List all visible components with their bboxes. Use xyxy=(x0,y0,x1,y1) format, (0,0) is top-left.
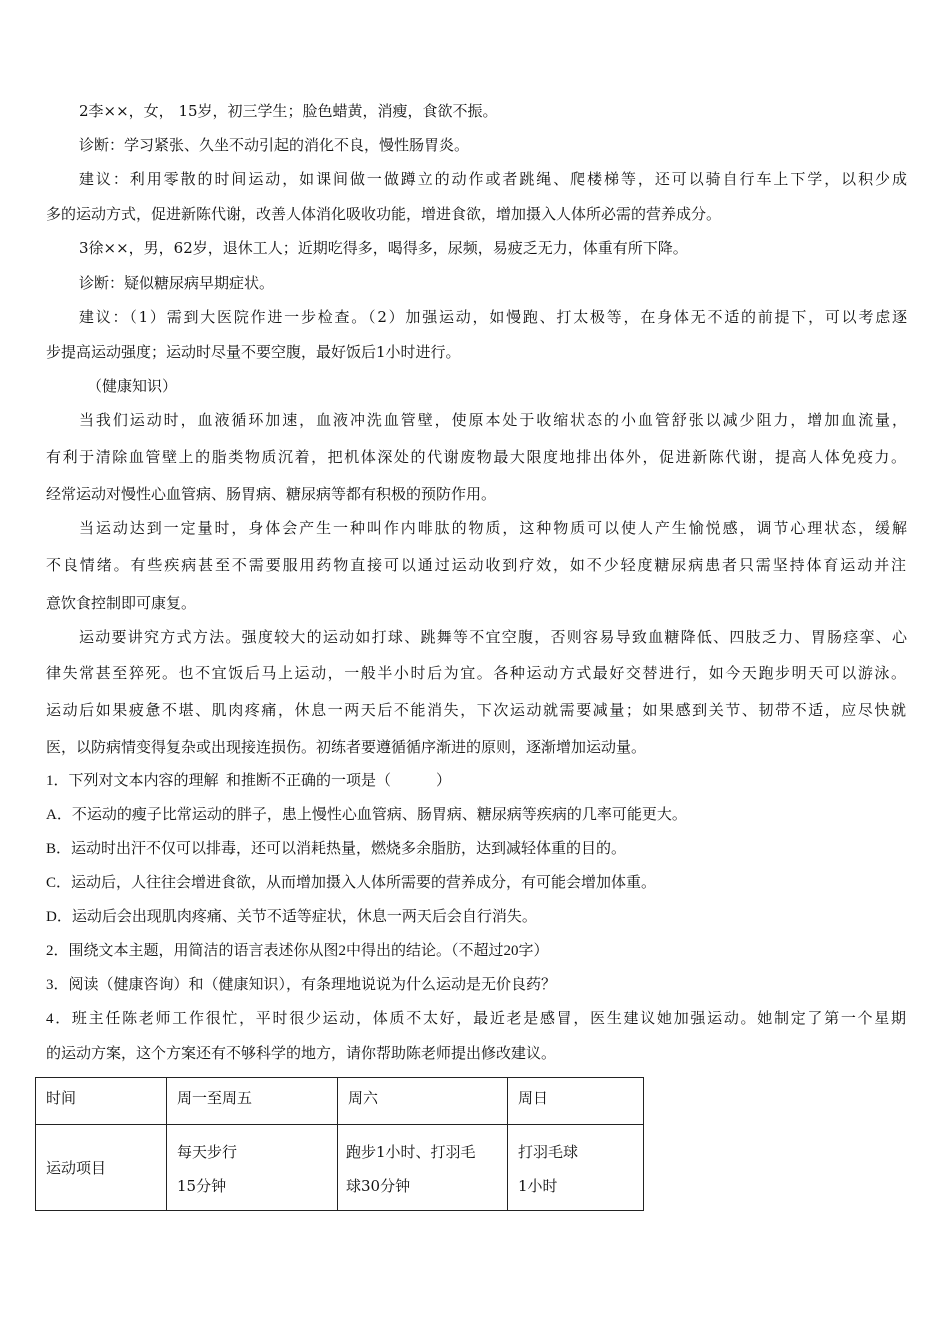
sunday-plan-line2: 1小时 xyxy=(518,1177,558,1195)
knowledge-p3-line1: 运动要讲究方式方法。强度较大的运动如打球、跳舞等不宜空腹，否则容易导致血糖降低、四肢乏力、胃肠痉挛、心 xyxy=(79,628,907,646)
case3-advice-line2: 步提高运动强度；运动时尽量不要空腹，最好饭后1小时进行。 xyxy=(46,343,461,361)
row-label-exercise: 运动项目 xyxy=(46,1159,107,1177)
sunday-plan-line1: 打羽毛球 xyxy=(518,1143,579,1161)
saturday-plan-cell xyxy=(338,1125,508,1211)
question-2: 2．围绕文本主题，用简洁的语言表述你从图2中得出的结论。（不超过20字） xyxy=(46,943,549,959)
question-4-line2: 的运动方案，这个方案还有不够科学的地方，请你帮助陈老师提出修改建议。 xyxy=(46,1046,557,1062)
case3-intro: 3徐××，男，62岁，退休工人；近期吃得多，喝得多，尿频，易疲乏无力，体重有所下降。 xyxy=(79,239,688,257)
knowledge-p2-line3: 意饮食控制即可康复。 xyxy=(46,594,197,612)
header-time: 时间 xyxy=(46,1089,77,1107)
knowledge-p1-line1: 当我们运动时，血液循环加速，血液冲洗血管壁，使原本处于收缩状态的小血管舒张以减少阻力，增加血流量， xyxy=(79,411,907,429)
header-sunday: 周日 xyxy=(518,1089,549,1107)
knowledge-p3-line3: 运动后如果疲惫不堪、肌肉疼痛，休息一两天后不能消失，下次运动就需要减量；如果感到关节、韧带不适，应尽快就 xyxy=(46,701,906,719)
case2-advice-line2: 多的运动方式，促进新陈代谢，改善人体消化吸收功能，增进食欲，增加摄入人体所必需的营养成分。 xyxy=(46,205,722,223)
table-header-cell xyxy=(167,1078,338,1125)
question-1-option-c: C．运动后，人往往会增进食欲，从而增加摄入人体所需要的营养成分，有可能会增加体重。 xyxy=(46,875,657,891)
table-header-cell xyxy=(338,1078,508,1125)
knowledge-p1-line2: 有利于清除血管壁上的脂类物质沉着，把机体深处的代谢废物最大限度地排出体外，促进新陈代谢，提高人体免疫力。 xyxy=(46,448,906,466)
knowledge-p2-line2: 不良情绪。有些疾病甚至不需要服用药物直接可以通过运动收到疗效，如不少轻度糖尿病患者只需坚持体育运动并注 xyxy=(46,556,906,574)
case2-intro: 2李××，女， 15岁，初三学生；脸色蜡黄，消瘦，食欲不振。 xyxy=(79,102,498,120)
question-3: 3．阅读（健康咨询）和（健康知识），有条理地说说为什么运动是无价良药？ xyxy=(46,977,557,993)
question-4-line1: 4．班主任陈老师工作很忙，平时很少运动，体质不太好，最近老是感冒，医生建议她加强运动。她制定了第一个星期 xyxy=(46,1011,906,1027)
saturday-plan-line1: 跑步1小时、打羽毛 xyxy=(346,1143,476,1161)
row-label-cell xyxy=(36,1125,167,1211)
sunday-plan-cell xyxy=(508,1125,644,1211)
question-1-option-d: D．运动后会出现肌肉疼痛、关节不适等症状，休息一两天后会自行消失。 xyxy=(46,909,537,925)
case2-diagnosis: 诊断：学习紧张、久坐不动引起的消化不良，慢性肠胃炎。 xyxy=(79,136,470,154)
case3-advice-line1: 建议：（1）需到大医院作进一步检查。（2）加强运动，如慢跑、打太极等，在身体无不适的前提下，可以考虑逐 xyxy=(79,308,907,326)
table-header-row xyxy=(36,1078,644,1125)
knowledge-p3-line4: 医，以防病情变得复杂或出现接连损伤。初练者要遵循循序渐进的原则，逐渐增加运动量。 xyxy=(46,738,647,756)
header-weekdays: 周一至周五 xyxy=(177,1089,253,1107)
table-row xyxy=(36,1125,644,1211)
table-header-cell xyxy=(36,1078,167,1125)
header-saturday: 周六 xyxy=(348,1089,379,1107)
question-1: 1．下列对文本内容的理解 和推断不正确的一项是（ ） xyxy=(46,773,452,789)
table-header-cell xyxy=(508,1078,644,1125)
case2-advice-line1: 建议：利用零散的时间运动，如课间做一做蹲立的动作或者跳绳、爬楼梯等，还可以骑自行车上下学，以积少成 xyxy=(79,170,907,188)
exercise-plan-table xyxy=(35,1077,644,1211)
knowledge-heading: （健康知识） xyxy=(87,377,178,395)
weekday-plan-line1: 每天步行 xyxy=(177,1143,238,1161)
knowledge-p2-line1: 当运动达到一定量时，身体会产生一种叫作内啡肽的物质，这种物质可以使人产生愉悦感，调节心理状态，缓解 xyxy=(79,519,907,537)
question-1-option-b: B．运动时出汗不仅可以排毒，还可以消耗热量，燃烧多余脂肪，达到减轻体重的目的。 xyxy=(46,841,627,857)
case3-diagnosis: 诊断：疑似糖尿病早期症状。 xyxy=(79,274,275,292)
knowledge-p3-line2: 律失常甚至猝死。也不宜饭后马上运动，一般半小时后为宜。各种运动方式最好交替进行，如今天跑步明天可以游泳。 xyxy=(46,664,906,682)
knowledge-p1-line3: 经常运动对慢性心血管病、肠胃病、糖尿病等都有积极的预防作用。 xyxy=(46,485,497,503)
saturday-plan-line2: 球30分钟 xyxy=(346,1177,411,1195)
weekday-plan-line2: 15分钟 xyxy=(177,1177,227,1195)
question-1-option-a: A．不运动的瘦子比常运动的胖子，患上慢性心血管病、肠胃病、糖尿病等疾病的几率可能更大。 xyxy=(46,807,687,823)
weekday-plan-cell xyxy=(167,1125,338,1211)
